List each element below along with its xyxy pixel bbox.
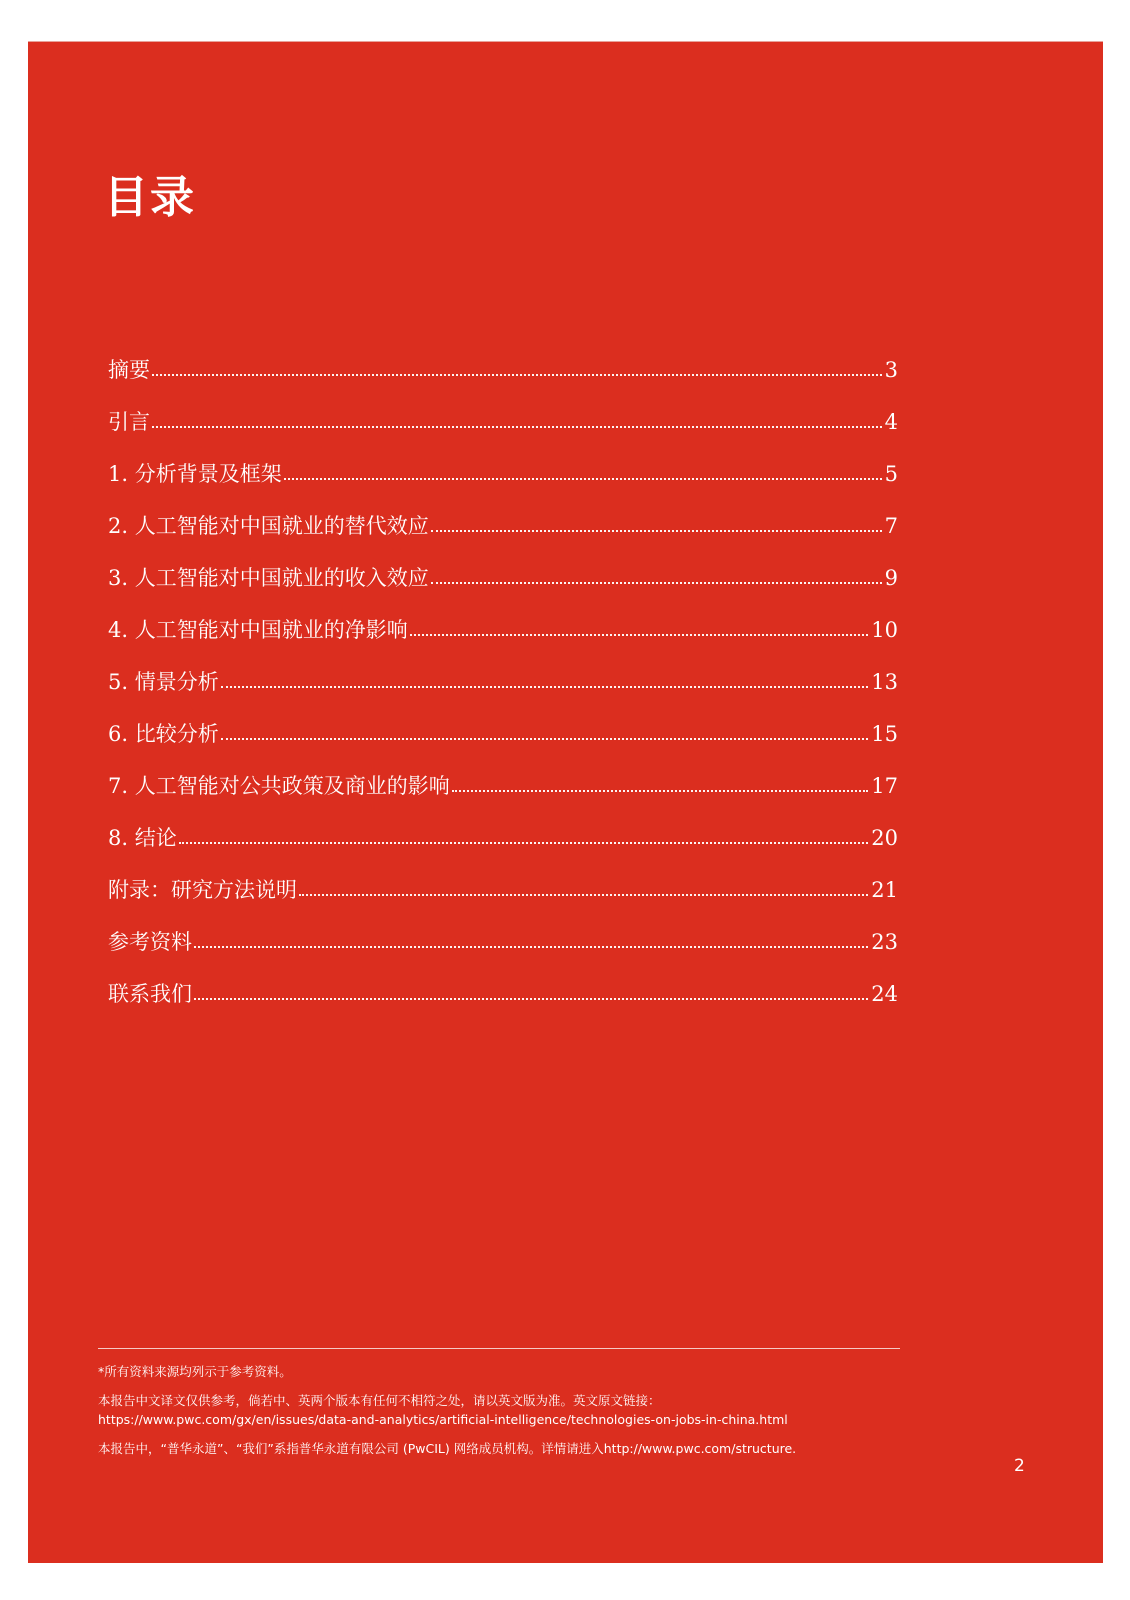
toc-entry-label: 7. 人工智能对公共政策及商业的影响	[108, 774, 450, 798]
toc-entry-label: 4. 人工智能对中国就业的净影响	[108, 618, 408, 642]
toc-entry[interactable]	[108, 902, 898, 954]
original-report-link[interactable]: https://www.pwc.com/gx/en/issues/data-and-analytics/artificial-intelligence/technologies-on-jobs-in-china.html	[98, 1412, 788, 1427]
toc-entry[interactable]	[108, 330, 898, 382]
toc-entry[interactable]	[108, 486, 898, 538]
toc-entry-page: 9	[884, 566, 898, 590]
toc-leader-dots	[284, 478, 882, 480]
toc-entry-label: 6. 比较分析	[108, 722, 219, 746]
toc-entry[interactable]	[108, 382, 898, 434]
toc-entry[interactable]	[108, 798, 898, 850]
toc-title: 目录	[104, 172, 196, 223]
toc-leader-dots	[299, 894, 868, 896]
toc-entry-label: 1. 分析背景及框架	[108, 462, 282, 486]
toc-entry-page: 4	[884, 410, 898, 434]
footer-divider	[98, 1348, 900, 1349]
toc-entry[interactable]	[108, 590, 898, 642]
toc-entry-page: 17	[871, 774, 898, 798]
toc-list	[108, 330, 898, 1006]
toc-entry[interactable]	[108, 850, 898, 902]
toc-entry[interactable]	[108, 694, 898, 746]
toc-entry[interactable]	[108, 538, 898, 590]
toc-leader-dots	[179, 842, 869, 844]
footer-notes	[98, 1362, 918, 1468]
toc-leader-dots	[152, 426, 882, 428]
toc-leader-dots	[431, 530, 882, 532]
toc-entry-page: 15	[871, 722, 898, 746]
toc-leader-dots	[431, 582, 882, 584]
page-number: 2	[1014, 1456, 1025, 1476]
toc-entry-page: 21	[871, 878, 898, 902]
toc-leader-dots	[221, 738, 869, 740]
toc-entry[interactable]	[108, 954, 898, 1006]
toc-entry-label: 3. 人工智能对中国就业的收入效应	[108, 566, 429, 590]
toc-entry-label: 联系我们	[108, 982, 192, 1006]
report-page	[28, 41, 1103, 1563]
toc-entry-page: 20	[871, 826, 898, 850]
toc-entry[interactable]	[108, 434, 898, 486]
translation-note	[98, 1391, 918, 1429]
toc-entry-page: 3	[884, 358, 898, 382]
toc-leader-dots	[452, 790, 869, 792]
toc-entry-label: 5. 情景分析	[108, 670, 219, 694]
toc-entry-label: 附录：研究方法说明	[108, 878, 297, 902]
toc-entry-page: 10	[871, 618, 898, 642]
toc-entry-page: 7	[884, 514, 898, 538]
toc-entry-label: 8. 结论	[108, 826, 177, 850]
toc-leader-dots	[194, 998, 868, 1000]
translation-note-text: 本报告中文译文仅供参考，倘若中、英两个版本有任何不相符之处，请以英文版为准。英文原文链接：	[98, 1393, 661, 1408]
toc-entry-label: 摘要	[108, 358, 150, 382]
toc-entry-page: 24	[871, 982, 898, 1006]
toc-entry-label: 参考资料	[108, 930, 192, 954]
toc-entry-page: 13	[871, 670, 898, 694]
network-note: 本报告中，“普华永道”、“我们”系指普华永道有限公司 (PwCIL) 网络成员机构。详情请进入http://www.pwc.com/structure.	[98, 1441, 797, 1456]
toc-entry[interactable]	[108, 746, 898, 798]
toc-entry-label: 2. 人工智能对中国就业的替代效应	[108, 514, 429, 538]
toc-entry-page: 5	[884, 462, 898, 486]
toc-entry[interactable]	[108, 642, 898, 694]
toc-leader-dots	[410, 634, 869, 636]
toc-entry-label: 引言	[108, 410, 150, 434]
source-note: *所有资料来源均列示于参考资料。	[98, 1364, 292, 1379]
toc-leader-dots	[221, 686, 869, 688]
toc-leader-dots	[152, 374, 882, 376]
toc-entry-page: 23	[871, 930, 898, 954]
toc-leader-dots	[194, 946, 868, 948]
